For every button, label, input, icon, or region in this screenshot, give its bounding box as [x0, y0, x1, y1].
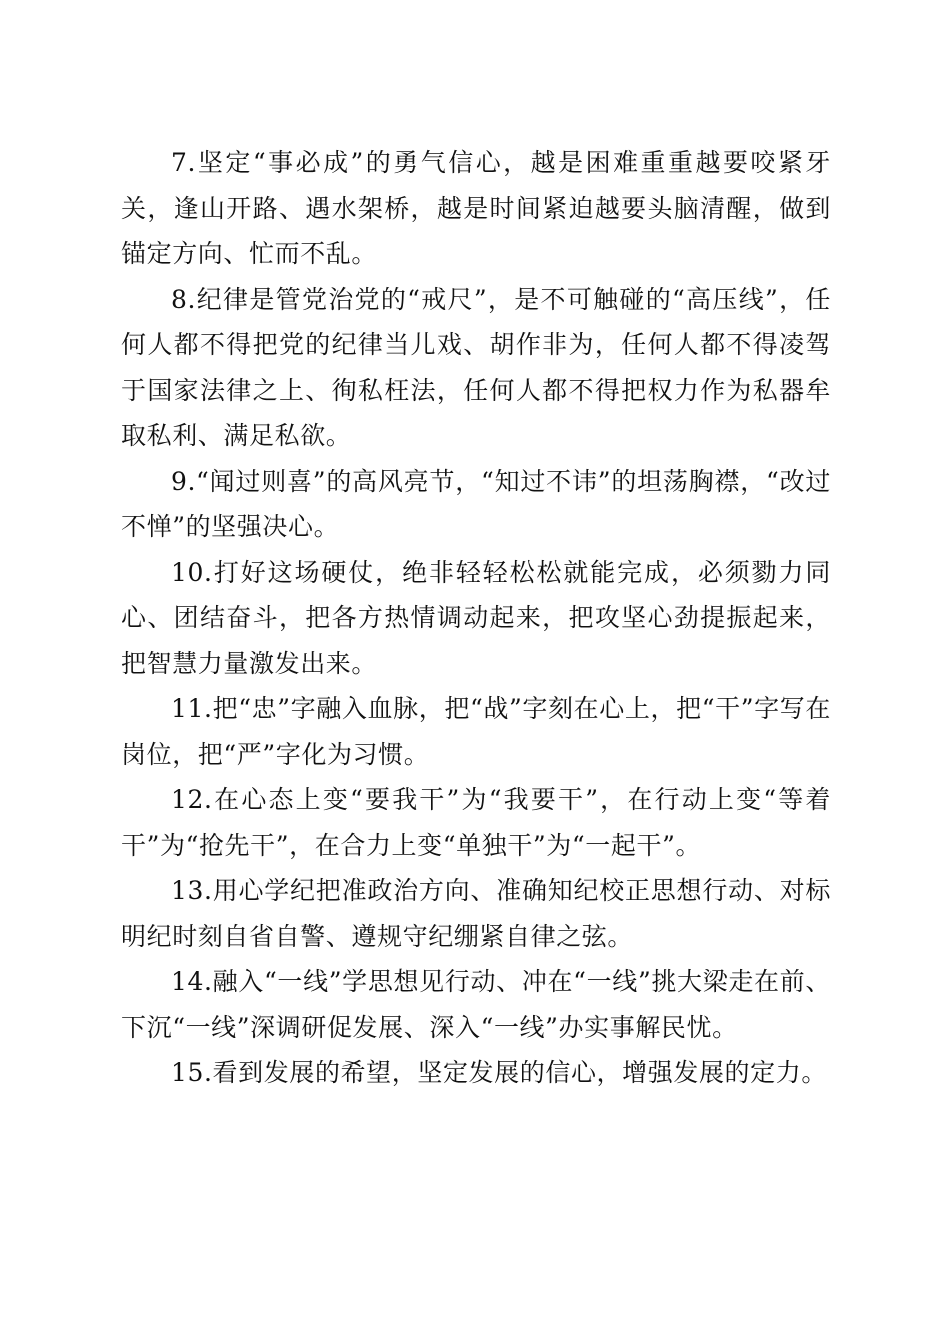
document-body: [121, 140, 831, 1096]
paragraph-8: 8.纪律是管党治党的“戒尺”，是不可触碰的“高压线”，任何人都不得把党的纪律当儿戏、胡作非为，任何人都不得凌驾于国家法律之上、徇私枉法，任何人都不得把权力作为私器牟取私利、满足私欲。: [121, 284, 831, 450]
paragraph-15: 15.看到发展的希望，坚定发展的信心，增强发展的定力。: [171, 1058, 827, 1087]
paragraph-7: 7.坚定“事必成”的勇气信心，越是困难重重越要咬紧牙关，逢山开路、遇水架桥，越是时间紧迫越要头脑清醒，做到锚定方向、忙而不乱。: [121, 148, 831, 268]
paragraph-9: 9.“闻过则喜”的高风亮节，“知过不讳”的坦荡胸襟，“改过不惮”的坚强决心。: [121, 466, 831, 541]
paragraph-11: 11.把“忠”字融入血脉，把“战”字刻在心上，把“干”字写在岗位，把“严”字化为习惯。: [121, 694, 831, 769]
paragraph-10: 10.打好这场硬仗，绝非轻轻松松就能完成，必须勠力同心、团结奋斗，把各方热情调动起来，把攻坚心劲提振起来，把智慧力量激发出来。: [121, 557, 831, 678]
paragraph-14: 14.融入“一线”学思想见行动、冲在“一线”挑大梁走在前、下沉“一线”深调研促发展、深入“一线”办实事解民忧。: [121, 967, 831, 1042]
paragraph-12: 12.在心态上变“要我干”为“我要干”，在行动上变“等着干”为“抢先干”，在合力上变“单独干”为“一起干”。: [121, 785, 831, 860]
paragraph-13: 13.用心学纪把准政治方向、准确知纪校正思想行动、对标明纪时刻自省自警、遵规守纪绷紧自律之弦。: [121, 876, 831, 951]
